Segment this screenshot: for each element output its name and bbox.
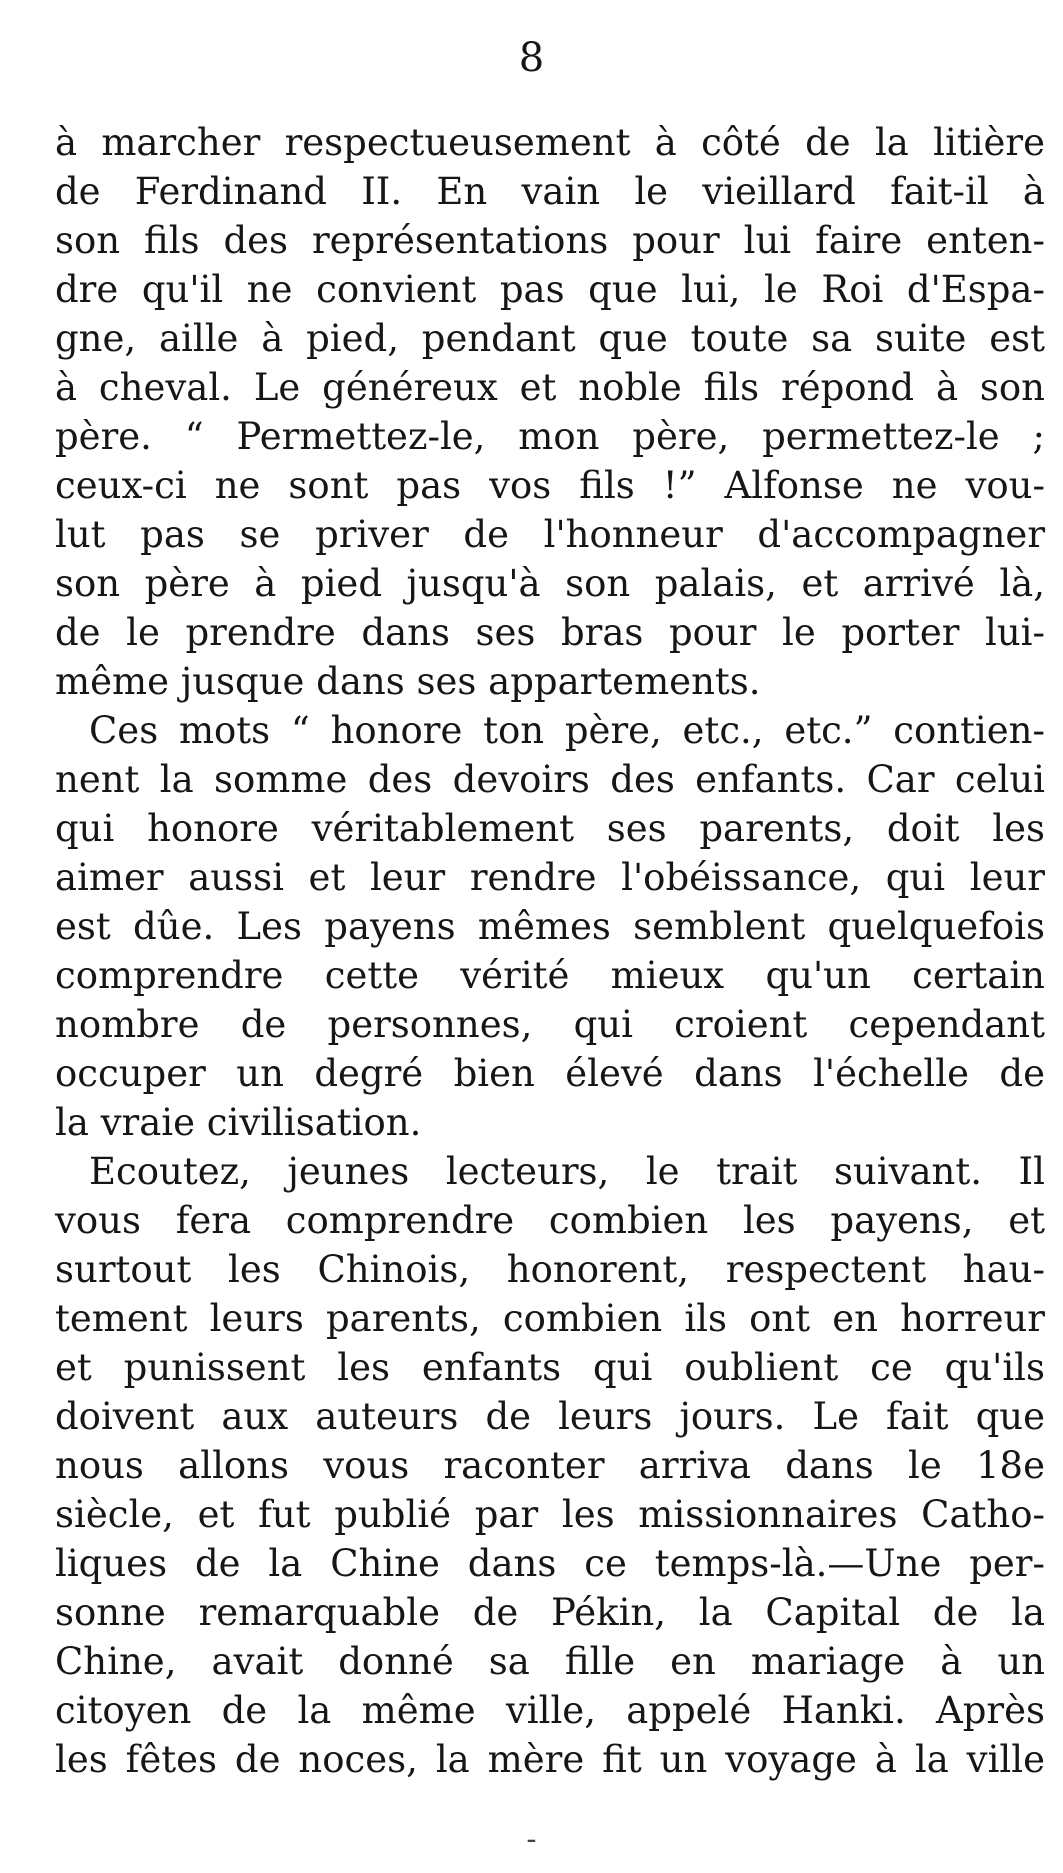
text-line: gne, aille à pied, pendant que toute sa suite est bbox=[55, 317, 1045, 360]
text-line: son père à pied jusqu'à son palais, et arrivé là, bbox=[55, 562, 1045, 605]
text-line: à cheval. Le généreux et noble fils répond à son bbox=[55, 366, 1045, 409]
text-line: occuper un degré bien élevé dans l'échelle de bbox=[55, 1052, 1045, 1095]
text-line: qui honore véritablement ses parents, doit les bbox=[55, 807, 1045, 850]
text-line: nous allons vous raconter arriva dans le 18e bbox=[55, 1444, 1045, 1487]
text-line: nent la somme des devoirs des enfants. Car celui bbox=[55, 758, 1045, 801]
text-line: surtout les Chinois, honorent, respectent hau- bbox=[55, 1248, 1045, 1291]
paragraph-2 bbox=[55, 706, 1045, 1147]
text-line: citoyen de la même ville, appelé Hanki. Après bbox=[55, 1689, 1045, 1732]
body-text bbox=[55, 118, 1045, 1784]
text-line: sonne remarquable de Pékin, la Capital de la bbox=[55, 1591, 1045, 1634]
text-line: père. “ Permettez-le, mon père, permettez-le ; bbox=[55, 415, 1045, 458]
text-line: son fils des représentations pour lui faire enten- bbox=[55, 219, 1045, 262]
text-line: à marcher respectueusement à côté de la litière bbox=[55, 121, 1045, 164]
text-line: dre qu'il ne convient pas que lui, le Roi d'Espa- bbox=[55, 268, 1045, 311]
text-line: est dûe. Les payens mêmes semblent quelquefois bbox=[55, 905, 1045, 948]
text-line: aimer aussi et leur rendre l'obéissance, qui leur bbox=[55, 856, 1045, 899]
text-line: Ecoutez, jeunes lecteurs, le trait suivant. Il bbox=[89, 1150, 1045, 1193]
paragraph-1 bbox=[55, 118, 1045, 706]
text-line: Chine, avait donné sa fille en mariage à un bbox=[55, 1640, 1045, 1683]
text-line: siècle, et fut publié par les missionnaires Catho- bbox=[55, 1493, 1045, 1536]
text-line: doivent aux auteurs de leurs jours. Le fait que bbox=[55, 1395, 1045, 1438]
text-line: comprendre cette vérité mieux qu'un certain bbox=[55, 954, 1045, 997]
text-line: et punissent les enfants qui oublient ce qu'ils bbox=[55, 1346, 1045, 1389]
text-line: de Ferdinand II. En vain le vieillard fait-il à bbox=[55, 170, 1045, 213]
paragraph-3 bbox=[55, 1147, 1045, 1784]
text-line: les fêtes de noces, la mère fit un voyage à la ville bbox=[55, 1738, 1045, 1781]
text-line: nombre de personnes, qui croient cependant bbox=[55, 1003, 1045, 1046]
text-line: liques de la Chine dans ce temps-là.—Une per- bbox=[55, 1542, 1045, 1585]
page-number: 8 bbox=[518, 35, 545, 81]
text-line: vous fera comprendre combien les payens, et bbox=[55, 1199, 1045, 1242]
footer-mark: - bbox=[526, 1822, 537, 1857]
text-line: ceux-ci ne sont pas vos fils !” Alfonse ne vou- bbox=[55, 464, 1045, 507]
text-line: tement leurs parents, combien ils ont en horreur bbox=[55, 1297, 1045, 1340]
text-line: de le prendre dans ses bras pour le porter lui- bbox=[55, 611, 1045, 654]
text-line: lut pas se priver de l'honneur d'accompagner bbox=[55, 513, 1045, 556]
text-line: même jusque dans ses appartements. bbox=[55, 660, 761, 703]
text-line: la vraie civilisation. bbox=[55, 1101, 422, 1144]
text-line: Ces mots “ honore ton père, etc., etc.” contien- bbox=[89, 709, 1045, 752]
